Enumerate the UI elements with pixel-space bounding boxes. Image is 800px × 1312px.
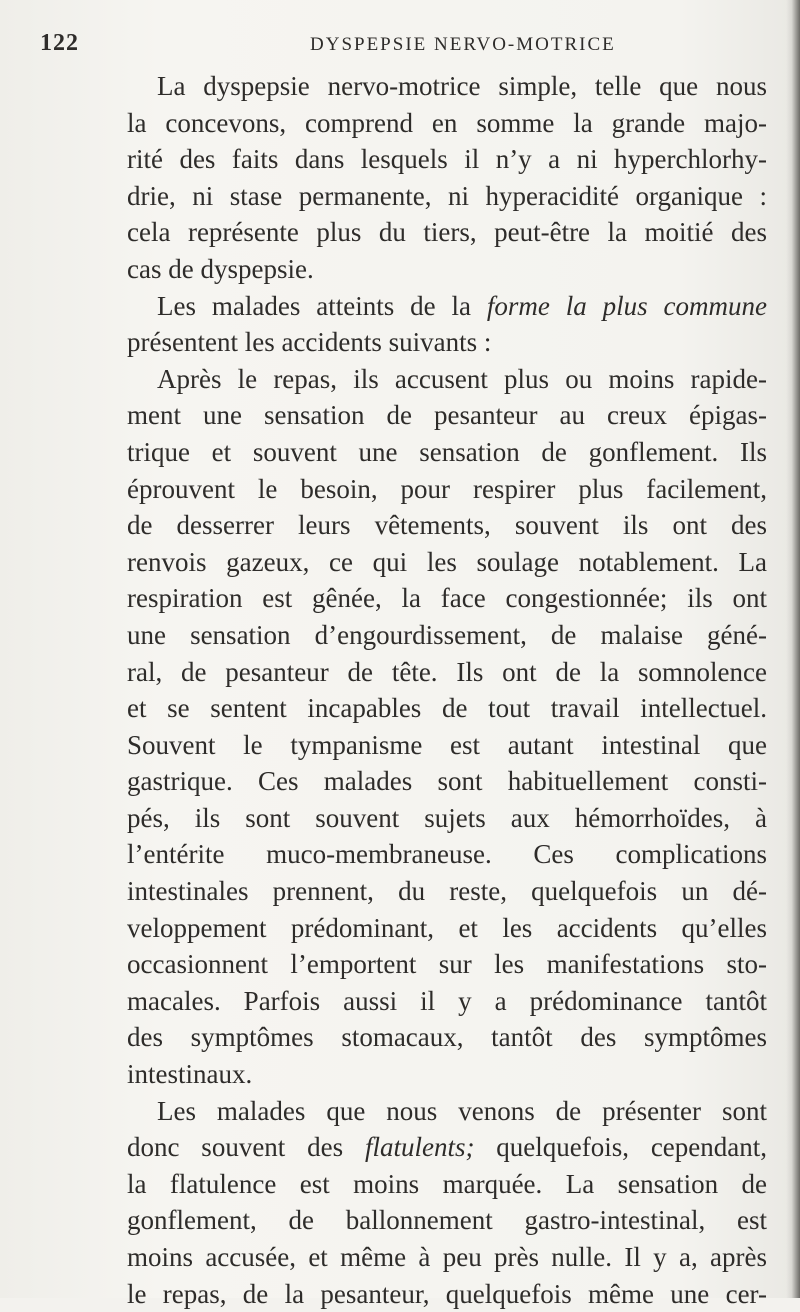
text-line: ral, de pesanteur de tête. Ils ont de la somnolence [127, 656, 767, 687]
text-line: respiration est gênée, la face congestionnée; ils ont [127, 583, 767, 614]
text-line: drie, ni stase permanente, ni hyperacidité organique : [127, 180, 767, 211]
text-line: ment une sensation de pesanteur au creux épigas- [127, 400, 767, 431]
text-run: Les malades atteints de la [157, 290, 487, 321]
text-line-with-italic [127, 288, 767, 325]
page-edge-shadow [786, 0, 800, 1298]
text-line: la flatulence est moins marquée. La sensation de [127, 1168, 767, 1199]
running-title: DYSPEPSIE NERVO-MOTRICE [310, 34, 616, 55]
text-line: et se sentent incapables de tout travail intellectuel. [127, 693, 767, 724]
text-line: moins accusée, et même à peu près nulle. Il y a, après [127, 1242, 767, 1272]
text-run: donc souvent des [127, 1132, 365, 1163]
text-line: de desserrer leurs vêtements, souvent ils ont des [127, 510, 767, 541]
text-line: macales. Parfois aussi il y a prédominance tantôt [127, 985, 767, 1016]
text-run: quelquefois, cependant, [474, 1132, 768, 1163]
body-text [127, 68, 767, 1312]
text-line: veloppement prédominant, et les accidents qu’elles [127, 912, 767, 943]
text-line: la concevons, comprend en somme la grande majo- [127, 107, 767, 138]
text-line: occasionnent l’emportent sur les manifestations sto- [127, 949, 767, 980]
italic-phrase: forme la plus commune [486, 290, 767, 321]
text-line: Les malades que nous venons de présenter sont [157, 1095, 767, 1126]
page-number: 122 [40, 30, 79, 56]
text-line: une sensation d’engourdissement, de malaise géné- [127, 619, 767, 650]
text-line: renvois gazeux, ce qui les soulage notablement. La [127, 546, 767, 577]
text-line: cas de dyspepsie. [127, 253, 314, 284]
text-line: des symptômes stomacaux, tantôt des symptômes [127, 1022, 767, 1053]
text-line: gonflement, de ballonnement gastro-intestinal, est [127, 1205, 767, 1236]
text-line: l’entérite muco-membraneuse. Ces complications [127, 839, 767, 870]
text-line: présentent les accidents suivants : [127, 327, 492, 358]
running-header [40, 30, 750, 62]
text-line: intestinales prennent, du reste, quelquefois un dé- [127, 876, 767, 907]
text-line: le repas, de la pesanteur, quelquefois même une cer- [127, 1278, 767, 1309]
text-line: Souvent le tympanisme est autant intestinal que [127, 729, 767, 760]
text-line: gastrique. Ces malades sont habituellement consti- [127, 766, 767, 797]
text-line: intestinaux. [127, 1059, 253, 1090]
text-line: pés, ils sont souvent sujets aux hémorrhoïdes, à [127, 802, 767, 833]
text-line: La dyspepsie nervo-motrice simple, telle que nous [157, 71, 767, 101]
text-line: Après le repas, ils accusent plus ou moins rapide- [157, 363, 767, 394]
text-line: rité des faits dans lesquels il n’y a ni hyperchlorhy- [127, 144, 767, 175]
text-line: cela représente plus du tiers, peut-être la moitié des [127, 217, 767, 248]
italic-phrase: flatulents; [364, 1132, 475, 1163]
text-line-with-italic [127, 1129, 767, 1166]
text-line: éprouvent le besoin, pour respirer plus facilement, [127, 473, 767, 504]
text-line: trique et souvent une sensation de gonflement. Ils [127, 436, 767, 467]
